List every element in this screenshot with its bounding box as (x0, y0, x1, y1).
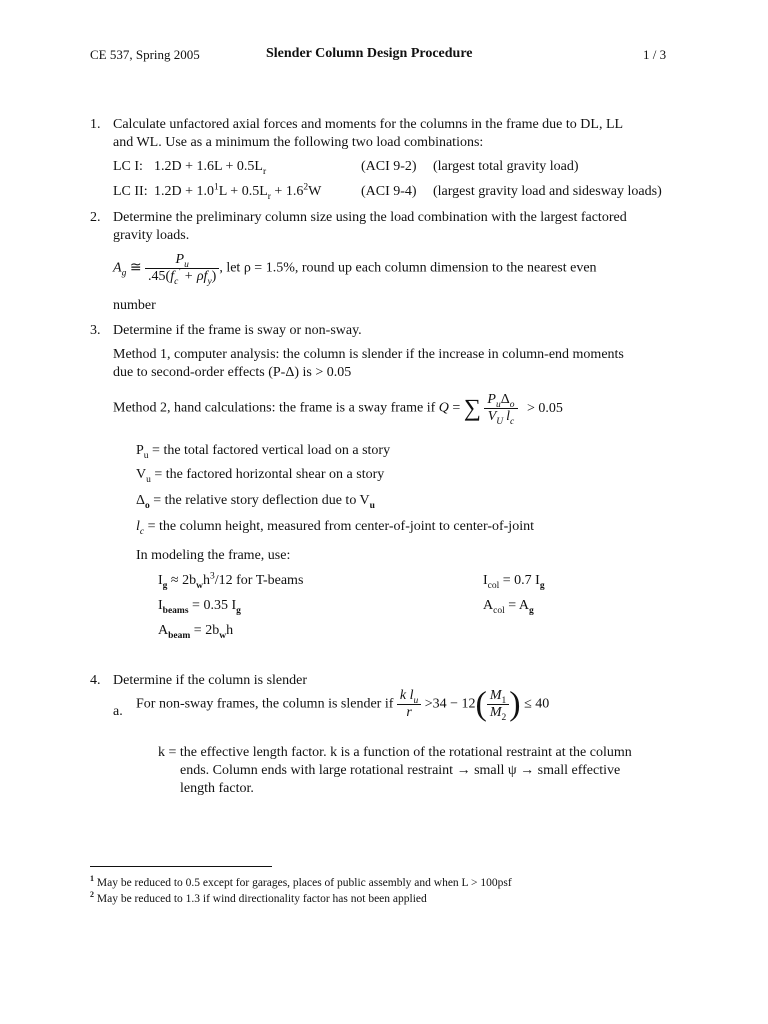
step-4-text: Determine if the column is slender (113, 673, 307, 688)
footnote-divider (90, 866, 272, 867)
ig-formula: $I_g \approx 2b_wh^3/12$ for T-beams (158, 571, 304, 591)
lc1-label: LC I: (113, 159, 143, 174)
step-2-number-word: number (113, 298, 156, 313)
method-1-line-1: Method 1, computer analysis: the column is slender if the increase in column-end moments (113, 347, 624, 362)
lc2-label: LC II: (113, 184, 148, 199)
page-number: 1 / 3 (643, 47, 667, 62)
step-2-text-line-1: Determine the preliminary column size using the load combination with the largest factored (113, 210, 627, 225)
area-formula: $A_g$ ≅ $\frac{P_u}{.45(f_c' + \rho f_y)}$ , let ρ = 1.5%, round up each column dimension to the nearest even (113, 252, 597, 287)
icol-formula: $I_{col} = 0.7$ $I_g$ (483, 573, 545, 591)
acol-formula: $A_{col} = A_g$ (483, 598, 534, 616)
definition-lc: $l_c$ = the column height, measured from center-of-joint to center-of-joint (136, 519, 534, 537)
step-4-number: 4. (90, 673, 101, 688)
moment-ratio-fraction: $\frac{M_1}{M_2}$ (487, 688, 509, 721)
step-1-text-line-2: and WL. Use as a minimum the following two load combinations: (113, 135, 484, 150)
lc1-reference: (ACI 9-2) (361, 159, 417, 174)
step-3-number: 3. (90, 323, 101, 338)
lc1-formula: $1.2D + 1.6L + 0.5L_r$ (154, 159, 267, 177)
k-definition-line-2: ends. Column ends with large rotational restraint → small ψ → small effective (180, 763, 621, 778)
abeam-formula: $A_{beam} = 2b_wh$ (158, 623, 234, 641)
definition-pu: $P_u$ = the total factored vertical load on a story (136, 443, 391, 461)
area-fraction: $\frac{P_u}{.45(f_c' + \rho f_y)}$ (145, 252, 219, 285)
slenderness-formula: For non-sway frames, the column is slender if $\frac{k l_u}{r}$ >34 − 12( $\frac{M_1}{M_2}$ ) ≤ 40 (136, 685, 550, 723)
step-1-text-line-1: Calculate unfactored axial forces and moments for the columns in the frame due to DL, LL (113, 117, 624, 132)
page-title: Slender Column Design Procedure (266, 46, 473, 61)
slenderness-fraction: $\frac{k l_u}{r}$ (397, 688, 421, 721)
step-4a-label: a. (113, 704, 123, 719)
lc1-description: (largest total gravity load) (433, 159, 579, 174)
definition-delta: $\Delta_o$ = the relative story deflection due to $V_u$ (136, 493, 375, 511)
ibeams-formula: $I_{beams} = 0.35$ $I_g$ (158, 598, 241, 616)
course-label: CE 537, Spring 2005 (90, 47, 200, 62)
definition-vu: $V_u$ = the factored horizontal shear on a story (136, 467, 385, 485)
lc2-description: (largest gravity load and sidesway loads) (433, 184, 662, 199)
lc2-formula: $1.2D + 1.0^1L + 0.5L_r + 1.6^2W$ (154, 182, 322, 202)
step-3-text: Determine if the frame is sway or non-sway. (113, 323, 362, 338)
lc2-reference: (ACI 9-4) (361, 184, 417, 199)
step-2-text-line-2: gravity loads. (113, 228, 190, 243)
step-1-number: 1. (90, 117, 101, 132)
method-1-line-2: due to second-order effects (P-Δ) is > 0.05 (113, 365, 352, 380)
footnote-2: $^2$ May be reduced to 1.3 if wind directionality factor has not been applied (90, 890, 427, 905)
k-definition-line-1: k = the effective length factor. k is a function of the rotational restraint at the column (158, 745, 632, 760)
method-2-formula: Method 2, hand calculations: the frame is a sway frame if Q = ∑ $\frac{P_u\Delta_o}{V_U l_c}$ > 0.05 (113, 392, 563, 427)
step-2-number: 2. (90, 210, 101, 225)
stability-fraction: $\frac{P_u\Delta_o}{V_U l_c}$ (484, 392, 517, 425)
k-definition-line-3: length factor. (180, 781, 254, 796)
modeling-intro: In modeling the frame, use: (136, 548, 291, 563)
footnote-1: $^1$ May be reduced to 0.5 except for garages, places of public assembly and when L > 100psf (90, 874, 512, 889)
